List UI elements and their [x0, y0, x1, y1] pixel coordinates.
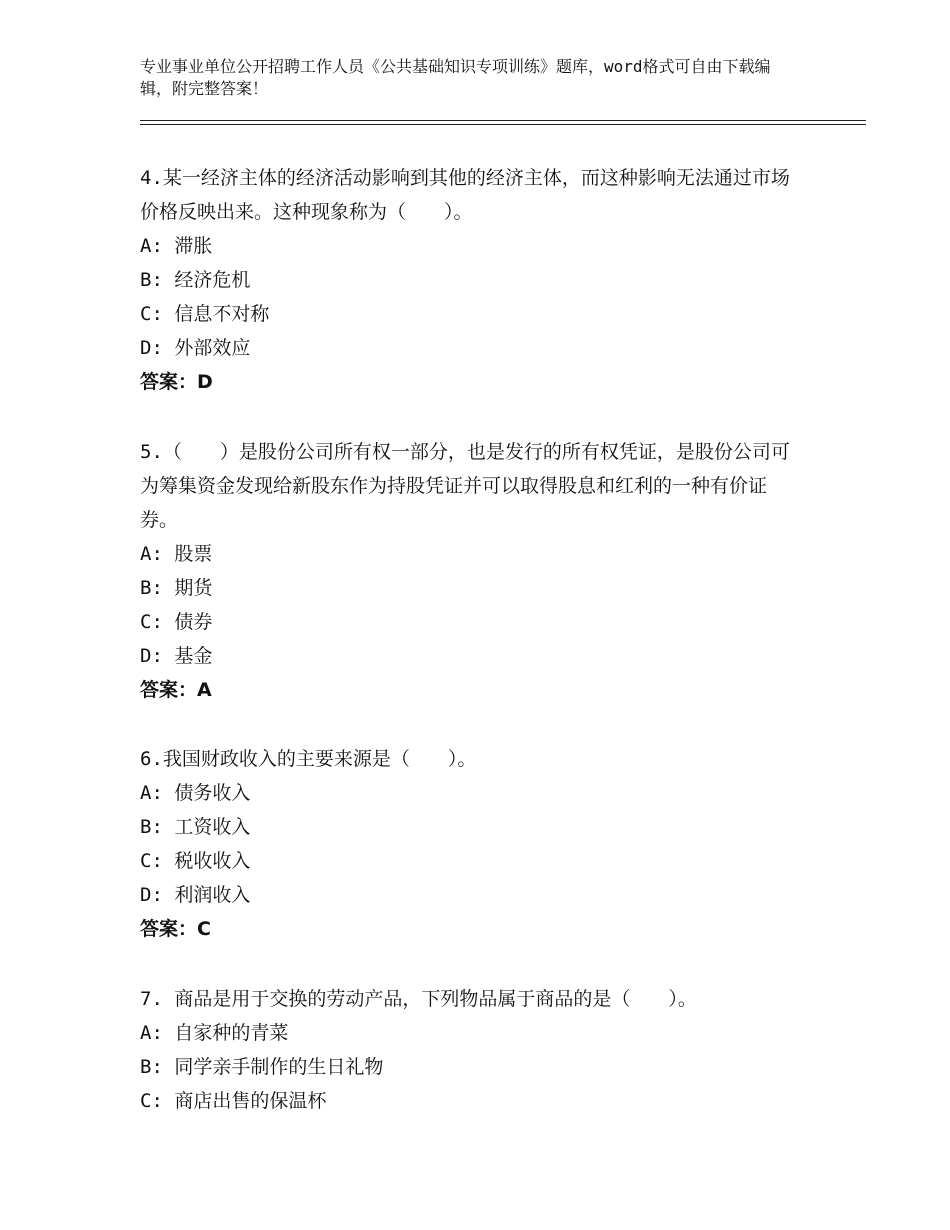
answer: 答案：C [140, 918, 211, 940]
header-text: 专业事业单位公开招聘工作人员《公共基础知识专项训练》题库，word格式可自由下载编辑，附完整答案！ [140, 57, 771, 98]
option-a: A: 债务收入 [140, 782, 251, 804]
option-b: B: 期货 [140, 577, 213, 599]
header-divider-bottom [140, 124, 866, 125]
question-7 [140, 982, 800, 1118]
answer: 答案：A [140, 679, 212, 701]
option-a: A: 股票 [140, 543, 213, 565]
option-a: A: 滞胀 [140, 235, 213, 257]
option-c: C: 债券 [140, 611, 213, 633]
option-c: C: 信息不对称 [140, 303, 270, 325]
option-b: B: 经济危机 [140, 269, 251, 291]
document-header [140, 56, 800, 100]
header-divider-top [140, 120, 866, 121]
option-d: D: 基金 [140, 645, 213, 667]
option-d: D: 外部效应 [140, 337, 251, 359]
option-b: B: 工资收入 [140, 816, 251, 838]
option-d: D: 利润收入 [140, 884, 251, 906]
question-4 [140, 161, 800, 399]
question-stem: 6.我国财政收入的主要来源是（ ）。 [140, 748, 477, 770]
question-stem: 5.（ ）是股份公司所有权一部分，也是发行的所有权凭证，是股份公司可为筹集资金发现给新股东作为持股凭证并可以取得股息和红利的一种有价证券。 [140, 441, 790, 531]
option-c: C: 商店出售的保温杯 [140, 1090, 327, 1112]
option-a: A: 自家种的青菜 [140, 1022, 289, 1044]
option-b: B: 同学亲手制作的生日礼物 [140, 1056, 384, 1078]
question-stem: 7. 商品是用于交换的劳动产品，下列物品属于商品的是（ ）。 [140, 988, 697, 1010]
answer: 答案：D [140, 371, 213, 393]
question-5 [140, 435, 800, 707]
option-c: C: 税收收入 [140, 850, 251, 872]
question-6 [140, 742, 800, 946]
question-stem: 4.某一经济主体的经济活动影响到其他的经济主体，而这种影响无法通过市场价格反映出来。这种现象称为（ ）。 [140, 167, 790, 223]
